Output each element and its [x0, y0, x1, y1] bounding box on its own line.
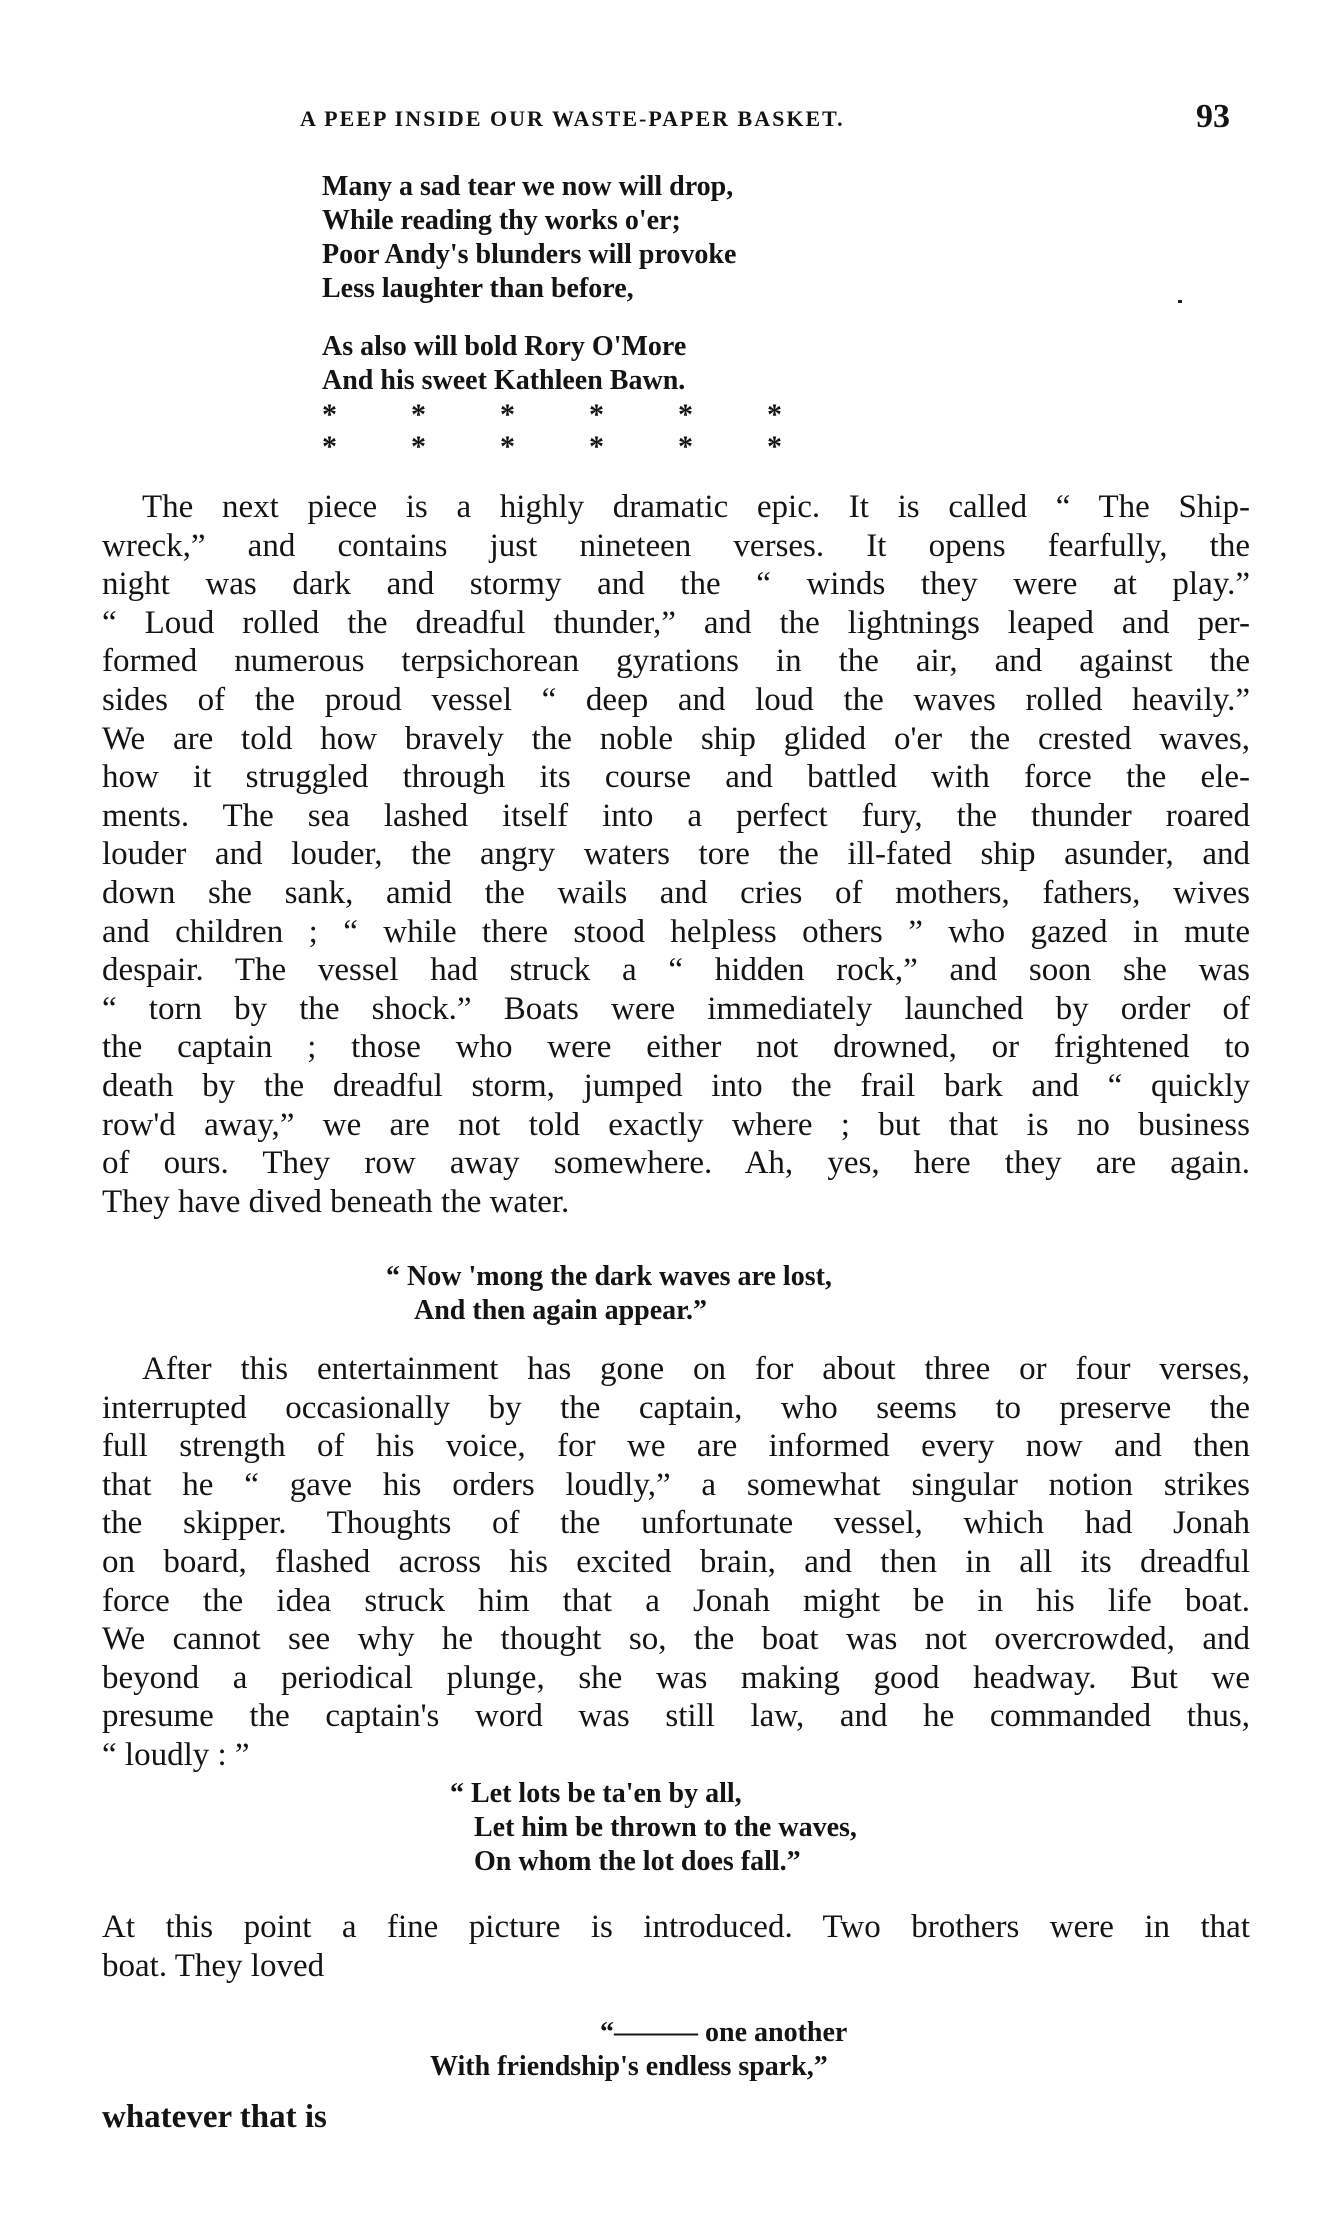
- text-line: After this entertainment has gone on for about three or four verses,: [142, 1351, 1250, 1387]
- text-line: “ Loud rolled the dreadful thunder,” and the lightnings leaped and per-: [102, 604, 1250, 641]
- text-line: boat. They loved: [102, 1947, 325, 1984]
- text-line: presume the captain's word was still law, and he commanded thus,: [102, 1698, 1250, 1735]
- asterisk: *: [411, 398, 426, 431]
- verse-line: And then again appear.”: [414, 1295, 708, 1326]
- text-line: beyond a periodical plunge, she was making good headway. But we: [102, 1659, 1250, 1696]
- verse-line: On whom the lot does fall.”: [474, 1846, 801, 1877]
- text-line: that he “ gave his orders loudly,” a somewhat singular notion strikes: [102, 1466, 1250, 1503]
- text-line: At this point a fine picture is introduced. Two brothers were in that: [102, 1909, 1250, 1945]
- asterisk: *: [678, 430, 693, 463]
- text-line: row'd away,” we are not told exactly where ; but that is no business: [102, 1106, 1250, 1143]
- verse-stanza-1: [322, 170, 736, 306]
- running-title: A PEEP INSIDE OUR WASTE-PAPER BASKET.: [300, 106, 845, 131]
- verse-line: Poor Andy's blunders will provoke: [322, 239, 737, 270]
- text-line: We are told how bravely the noble ship glided o'er the crested waves,: [102, 720, 1250, 757]
- text-line: whatever that is: [102, 2099, 327, 2135]
- text-line: sides of the proud vessel “ deep and loud the waves rolled heavily.”: [102, 681, 1250, 718]
- text-line: the captain ; those who were either not drowned, or frightened to: [102, 1029, 1250, 1066]
- verse-line: As also will bold Rory O'More: [322, 331, 687, 362]
- asterisk: *: [411, 430, 426, 463]
- verse-line: “ Let lots be ta'en by all,: [450, 1778, 742, 1809]
- page-number: 93: [1196, 98, 1230, 135]
- paragraph-shipwreck: [102, 488, 1250, 1221]
- text-line: They have dived beneath the water.: [102, 1183, 570, 1220]
- quote-waves: [386, 1260, 832, 1328]
- paragraph-captain: [102, 1350, 1250, 1775]
- verse-line: And his sweet Kathleen Bawn.: [322, 365, 686, 396]
- asterisk: *: [322, 398, 337, 431]
- text-line: wreck,” and contains just nineteen verses. It opens fearfully, the: [102, 527, 1250, 564]
- text-line: “ torn by the shock.” Boats were immediately launched by order of: [102, 990, 1250, 1027]
- text-line: We cannot see why he thought so, the boat was not overcrowded, and: [102, 1621, 1250, 1658]
- quote-lots: [450, 1777, 857, 1879]
- text-line: death by the dreadful storm, jumped into the frail bark and “ quickly: [102, 1067, 1250, 1104]
- text-line: despair. The vessel had struck a “ hidden rock,” and soon she was: [102, 952, 1250, 989]
- text-line: of ours. They row away somewhere. Ah, yes, here they are again.: [102, 1145, 1250, 1182]
- text-line: force the idea struck him that a Jonah might be in his life boat.: [102, 1582, 1250, 1619]
- paragraph-brothers: [102, 1908, 1250, 1985]
- text-line: and children ; “ while there stood helpless others ” who gazed in mute: [102, 913, 1250, 950]
- text-line: formed numerous terpsichorean gyrations in the air, and against the: [102, 643, 1250, 680]
- verse-line: “——— one another: [600, 2017, 848, 2048]
- verse-line: Let him be thrown to the waves,: [474, 1812, 857, 1843]
- text-line: ments. The sea lashed itself into a perfect fury, the thunder roared: [102, 797, 1250, 834]
- asterisk: *: [589, 398, 604, 431]
- print-speck: [1178, 300, 1182, 303]
- asterisk-row-2: [322, 430, 782, 464]
- text-line: louder and louder, the angry waters tore the ill-fated ship asunder, and: [102, 836, 1250, 873]
- asterisk: *: [767, 430, 782, 463]
- asterisk-row-1: [322, 398, 782, 432]
- text-line: the skipper. Thoughts of the unfortunate vessel, which had Jonah: [102, 1505, 1250, 1542]
- text-line: full strength of his voice, for we are informed every now and then: [102, 1428, 1250, 1465]
- verse-line: While reading thy works o'er;: [322, 205, 681, 236]
- asterisk: *: [678, 398, 693, 431]
- asterisk: *: [500, 430, 515, 463]
- asterisk: *: [767, 398, 782, 431]
- text-line: down she sank, amid the wails and cries of mothers, fathers, wives: [102, 874, 1250, 911]
- verse-line: Many a sad tear we now will drop,: [322, 171, 734, 202]
- asterisk: *: [500, 398, 515, 431]
- quote-friendship: [430, 2016, 847, 2084]
- paragraph-closing: [102, 2098, 1250, 2137]
- verse-line: With friendship's endless spark,”: [430, 2051, 828, 2082]
- text-line: on board, flashed across his excited brain, and then in all its dreadful: [102, 1543, 1250, 1580]
- verse-stanza-2: [322, 330, 686, 398]
- verse-line: Less laughter than before,: [322, 273, 634, 304]
- asterisk: *: [589, 430, 604, 463]
- verse-line: “ Now 'mong the dark waves are lost,: [386, 1261, 832, 1292]
- text-line: interrupted occasionally by the captain, who seems to preserve the: [102, 1389, 1250, 1426]
- text-line: night was dark and stormy and the “ winds they were at play.”: [102, 566, 1250, 603]
- text-line: how it struggled through its course and battled with force the ele-: [102, 759, 1250, 796]
- asterisk: *: [322, 430, 337, 463]
- text-line: The next piece is a highly dramatic epic. It is called “ The Ship-: [142, 489, 1250, 525]
- text-line: “ loudly : ”: [102, 1736, 250, 1773]
